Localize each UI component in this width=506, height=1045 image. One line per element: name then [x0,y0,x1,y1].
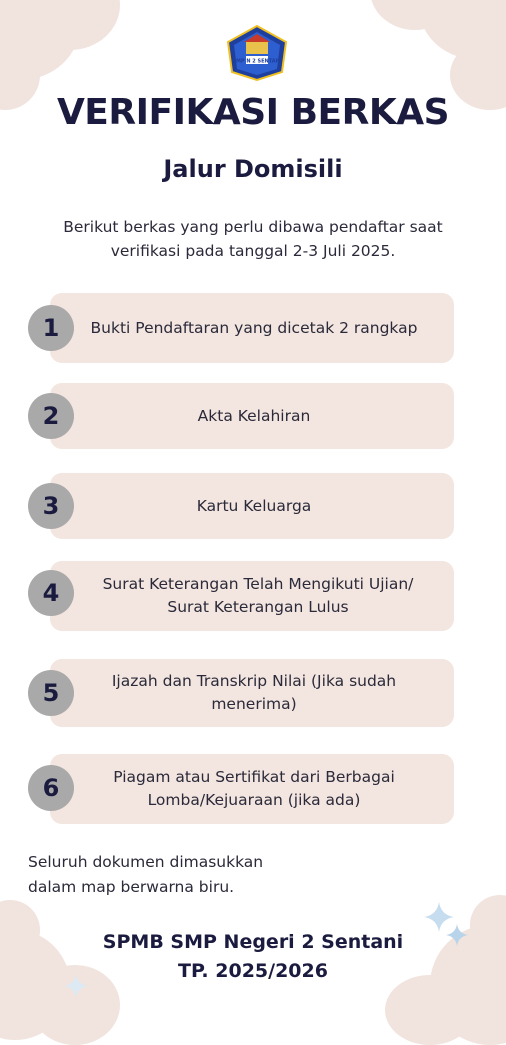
list-item-text: Akta Kelahiran [197,406,311,425]
list-item-text: Surat Keterangan Telah Mengikuti Ujian/ Surat Keterangan Lulus [102,575,414,616]
item-number-badge: 4 [28,570,74,616]
note-line-2: dalam map berwarna biru. [28,878,235,896]
item-number-badge: 6 [28,765,74,811]
logo-badge-text: SMP N 2 SENTANI [232,58,282,65]
school-crest-icon [226,24,288,82]
list-item [50,754,454,824]
list-item-text: Ijazah dan Transkrip Nilai (Jika sudah menerima) [111,672,397,713]
list-item-text: Kartu Keluarga [196,496,312,515]
page-subtitle: Jalur Domisili [163,155,343,183]
footer [0,928,506,986]
list-item-text: Piagam atau Sertifikat dari Berbagai Lomba/Kejuaraan (jika ada) [113,768,395,809]
list-item [50,473,454,539]
note-text [28,850,328,900]
page-title: VERIFIKASI BERKAS [56,92,450,133]
item-number-badge: 5 [28,670,74,716]
item-number-badge: 1 [28,305,74,351]
footer-line-2: TP. 2025/2026 [178,960,328,982]
list-item-text: Bukti Pendaftaran yang dicetak 2 rangkap [90,318,418,337]
intro-text: Berikut berkas yang perlu dibawa pendaftar saat verifikasi pada tanggal 2-3 Juli 2025. [63,218,443,260]
note-line-1: Seluruh dokumen dimasukkan [28,853,264,871]
list-item [50,293,454,363]
item-number-badge: 3 [28,483,74,529]
footer-line-1: SPMB SMP Negeri 2 Sentani [102,931,404,953]
list-item [50,383,454,449]
list-item [50,659,454,727]
item-number-badge: 2 [28,393,74,439]
list-item [50,561,454,631]
